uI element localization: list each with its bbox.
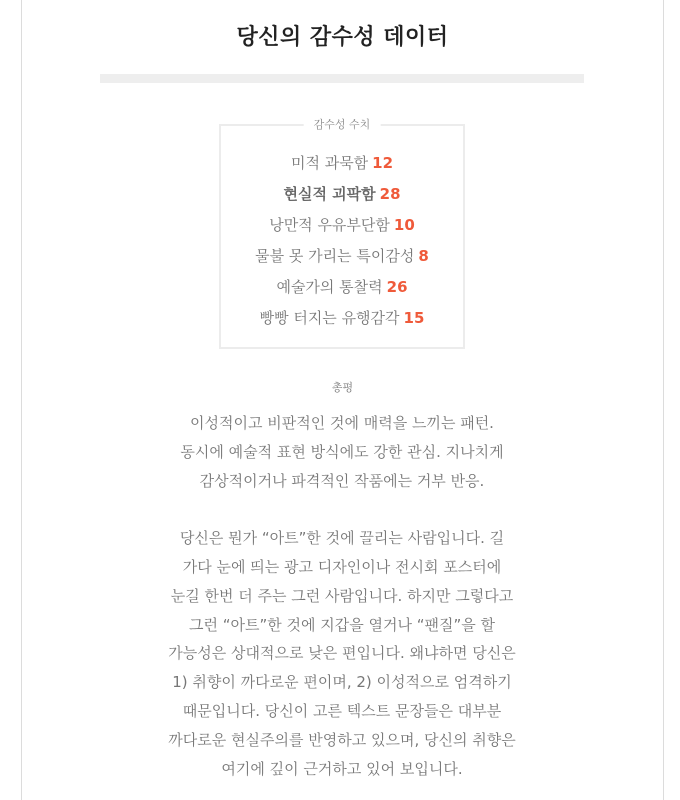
stats-label: 감수성 수치 bbox=[304, 116, 381, 132]
summary-line: 가능성은 상대적으로 낮은 편입니다. 왜냐하면 당신은 bbox=[168, 644, 516, 663]
page-title: 당신의 감수성 데이터 bbox=[236, 25, 449, 50]
stat-value: 26 bbox=[386, 278, 408, 296]
stat-name: 예술가의 통찰력 bbox=[276, 278, 383, 296]
sensitivity-stats-box bbox=[219, 118, 465, 349]
summary-line: 때문입니다. 당신이 고른 텍스트 문장들은 대부분 bbox=[182, 701, 502, 720]
stat-row bbox=[221, 307, 463, 338]
stat-name: 낭만적 우유부단함 bbox=[269, 216, 390, 234]
summary-line: 동시에 예술적 표현 방식에도 강한 관심. 지나치게 bbox=[180, 442, 504, 461]
summary-line: 1) 취향이 까다로운 편이며, 2) 이성적으로 엄격하기 bbox=[172, 673, 512, 692]
stat-value: 12 bbox=[372, 154, 394, 172]
summary-label: 총평 bbox=[331, 381, 354, 394]
stat-value: 28 bbox=[379, 185, 401, 203]
summary-line: 이성적이고 비판적인 것에 매력을 느끼는 패턴. bbox=[190, 414, 494, 432]
summary-paragraph bbox=[142, 409, 542, 495]
stat-value: 8 bbox=[418, 247, 429, 265]
stat-value: 15 bbox=[403, 309, 425, 327]
summary-line: 당신은 뭔가 “아트”한 것에 끌리는 사람입니다. 길 bbox=[179, 529, 505, 548]
stat-name: 빵빵 터지는 유행감각 bbox=[259, 309, 400, 327]
stat-row-top bbox=[221, 183, 463, 214]
summary-line: 가다 눈에 띄는 광고 디자인이나 전시회 포스터에 bbox=[182, 557, 502, 576]
summary-text bbox=[142, 409, 542, 783]
stat-row bbox=[221, 276, 463, 307]
result-page bbox=[21, 0, 664, 800]
stat-row bbox=[221, 152, 463, 183]
stat-name: 현실적 괴팍함 bbox=[283, 185, 376, 203]
stats-list bbox=[221, 152, 463, 338]
summary-line: 감상적이거나 파격적인 작품에는 거부 반응. bbox=[199, 471, 485, 490]
summary-line: 그런 “아트”한 것에 지갑을 열거나 “팬질”을 할 bbox=[188, 615, 496, 634]
summary-line: 까다로운 현실주의를 반영하고 있으며, 당신의 취향은 bbox=[168, 730, 516, 749]
summary-line: 여기에 깊이 근거하고 있어 보입니다. bbox=[221, 759, 463, 778]
stat-name: 미적 과묵함 bbox=[290, 154, 369, 172]
stat-value: 10 bbox=[393, 216, 415, 234]
summary-paragraph bbox=[142, 524, 542, 783]
summary-line: 눈길 한번 더 주는 그런 사람입니다. 하지만 그렇다고 bbox=[170, 586, 514, 605]
stat-row bbox=[221, 245, 463, 276]
stat-name: 물불 못 가리는 특이감성 bbox=[255, 247, 415, 265]
title-divider bbox=[100, 74, 584, 83]
stat-row bbox=[221, 214, 463, 245]
